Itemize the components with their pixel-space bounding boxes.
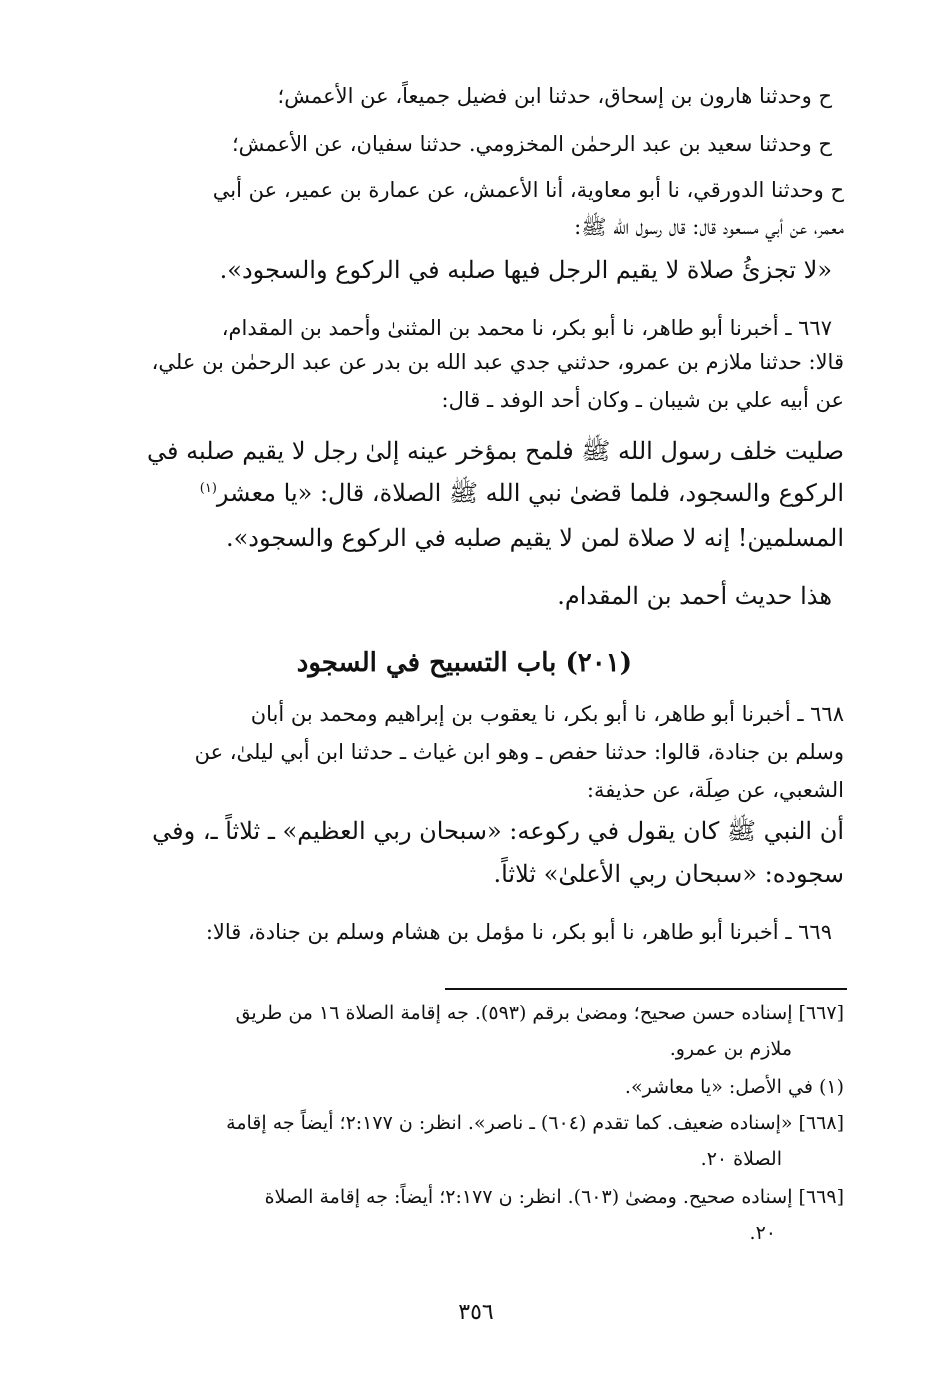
text-line: هذا حديث أحمد بن المقدام. xyxy=(557,582,832,610)
footnote-marker: (١) xyxy=(199,481,217,496)
chapter-heading: (٢٠١) باب التسبيح في السجود xyxy=(296,648,632,678)
page-number: ٣٥٦ xyxy=(458,1300,494,1325)
footnote: ملازم بن عمرو. xyxy=(669,1038,792,1060)
text-line: ٦٦٨ ـ أخبرنا أبو طاهر، نا أبو بكر، نا يعقوب بن إبراهيم ومحمد بن أبان xyxy=(250,702,844,726)
footnote: (١) في الأصل: «يا معاشر». xyxy=(624,1076,844,1098)
text-line: وسلم بن جنادة، قالوا: حدثنا حفص ـ وهو ابن غياث ـ حدثنا ابن أبي ليلىٰ، عن xyxy=(194,740,844,764)
footnote: الصلاة ٢٠. xyxy=(700,1148,782,1170)
hadith-text: أن النبي ﷺ كان يقول في ركوعه: «سبحان ربي العظيم» ـ ثلاثاً ـ، وفي xyxy=(152,817,844,845)
footnote: [٦٦٨] «إسناده ضعيف. كما تقدم (٦٠٤) ـ ناصر». انظر: ن ٢:١٧٧؛ أيضاً جه إقامة xyxy=(226,1112,844,1134)
hadith-text: سجوده: «سبحان ربي الأعلىٰ» ثلاثاً. xyxy=(493,860,844,888)
hadith-text: صليت خلف رسول الله ﷺ فلمح بمؤخر عينه إلىٰ رجل لا يقيم صلبه في xyxy=(147,437,844,465)
text-line: ح وحدثنا هارون بن إسحاق، حدثنا ابن فضيل جميعاً، عن الأعمش؛ xyxy=(277,84,832,108)
text-line: قالا: حدثنا ملازم بن عمرو، حدثني جدي عبد الله بن بدر عن عبد الرحمٰن بن علي، xyxy=(151,350,844,374)
text-line: عن أبيه علي بن شيبان ـ وكان أحد الوفد ـ قال: xyxy=(441,388,844,412)
text-line: ٦٦٧ ـ أخبرنا أبو طاهر، نا أبو بكر، نا محمد بن المثنىٰ وأحمد بن المقدام، xyxy=(221,316,832,340)
footnote: ٢٠. xyxy=(749,1222,776,1244)
hadith-text: «لا تجزئُ صلاة لا يقيم الرجل فيها صلبه في الركوع والسجود». xyxy=(219,256,832,284)
text-line: ح وحدثنا سعيد بن عبد الرحمٰن المخزومي. حدثنا سفيان، عن الأعمش؛ xyxy=(231,132,832,156)
hadith-text-part: الركوع والسجود، فلما قضىٰ نبي الله ﷺ الصلاة، قال: «يا معشر xyxy=(216,479,844,507)
text-line: ح وحدثنا الدورقي، نا أبو معاوية، أنا الأعمش، عن عمارة بن عمير، عن أبي xyxy=(212,178,844,202)
footnote-separator xyxy=(445,988,847,990)
footnote: [٦٦٩] إسناده صحيح. ومضىٰ (٦٠٣). انظر: ن ٢:١٧٧؛ أيضاً: جه إقامة الصلاة xyxy=(264,1186,844,1208)
text-line: الشعبي، عن صِلَة، عن حذيفة: xyxy=(586,778,844,802)
text-line: معمر، عن أبي مسعود قال: قال رسول الله ﷺ: xyxy=(574,215,844,239)
hadith-text: المسلمين! إنه لا صلاة لمن لا يقيم صلبه في الركوع والسجود». xyxy=(225,524,844,552)
hadith-text xyxy=(200,478,844,513)
footnote: [٦٦٧] إسناده حسن صحيح؛ ومضىٰ برقم (٥٩٣). جه إقامة الصلاة ١٦ من طريق xyxy=(235,1002,844,1024)
text-line: ٦٦٩ ـ أخبرنا أبو طاهر، نا أبو بكر، نا مؤمل بن هشام وسلم بن جنادة، قالا: xyxy=(205,920,832,944)
